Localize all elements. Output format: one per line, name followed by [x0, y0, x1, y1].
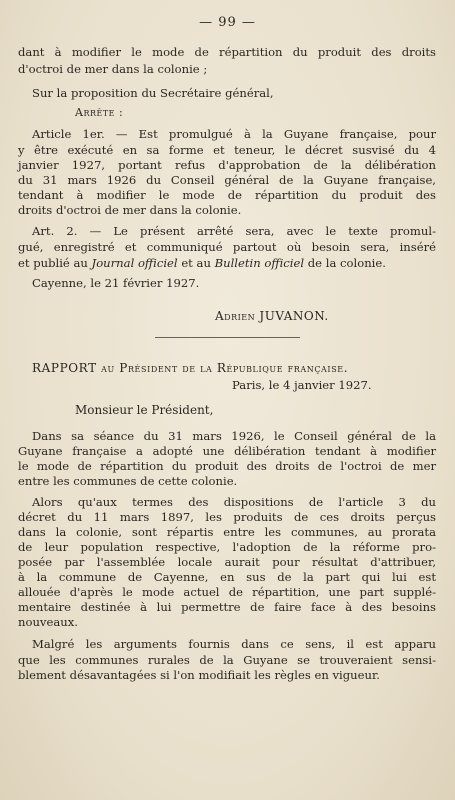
paragraph-line: dans la colonie, sont répartis entre les communes, au prorata [18, 525, 436, 539]
paragraph-line: Dans sa séance du 31 mars 1926, le Conseil général de la [32, 429, 436, 443]
page-number: — 99 — [199, 15, 256, 30]
intro-line-1: dant à modifier le mode de répartition du produit des droits [18, 45, 436, 59]
article-2-line-1: Art. 2. — Le présent arrêté sera, avec le texte promul- [32, 224, 436, 238]
article-1-line: droits d'octroi de mer dans la colonie. [18, 203, 242, 217]
paragraph-line: Malgré les arguments fournis dans ce sens, il est apparu [32, 637, 436, 651]
rapport-title: RAPPORT au Président de la République française. [32, 361, 349, 375]
article-2-line-2: gué, enregistré et communiqué partout où besoin sera, inséré [18, 240, 436, 254]
article-1-line: Article 1er. — Est promulgué à la Guyane française, pour [32, 127, 436, 141]
article-1-line: janvier 1927, portant refus d'approbation de la délibération [18, 158, 436, 172]
paragraph-line: de leur population respective, l'adoption de la réforme pro- [18, 540, 436, 554]
bulletin-officiel-title: Bulletin officiel [214, 256, 305, 270]
intro-line-2: d'octroi de mer dans la colonie ; [18, 62, 208, 76]
paragraph-line: entre les communes de cette colonie. [18, 474, 238, 488]
signature: Adrien JUVANON. [215, 309, 329, 323]
article-2-text: et au [177, 256, 215, 270]
article-2-line-3 [18, 256, 386, 270]
article-1-line: y être exécuté en sa forme et teneur, le décret susvisé du 4 [18, 143, 436, 157]
rapport-dateline: Paris, le 4 janvier 1927. [232, 378, 372, 392]
paragraph-line: Alors qu'aux termes des dispositions de l'article 3 du [32, 495, 436, 509]
salutation: Monsieur le Président, [75, 403, 214, 417]
paragraph-line: à la commune de Cayenne, en sus de la part qui lui est [18, 570, 436, 584]
paragraph-line: décret du 11 mars 1897, les produits de ces droits perçus [18, 510, 436, 524]
paragraph-line: que les communes rurales de la Guyane se trouveraient sensi- [18, 653, 436, 667]
article-2-text: et publié au [18, 256, 92, 270]
arrete-heading: Arrête : [75, 106, 124, 119]
place-date: Cayenne, le 21 février 1927. [32, 276, 200, 290]
paragraph-line: nouveaux. [18, 615, 78, 629]
paragraph-line: mentaire destinée à lui permettre de faire face à des besoins [18, 600, 436, 614]
proposition-line: Sur la proposition du Secrétaire général, [32, 86, 274, 100]
paragraph-line: le mode de répartition du produit des droits de l'octroi de mer [18, 459, 436, 473]
article-1-line: tendant à modifier le mode de répartition du produit des [18, 188, 436, 202]
paragraph-line: Guyane française a adopté une délibération tendant à modifier [18, 444, 436, 458]
article-2-text: de la colonie. [304, 256, 386, 270]
paragraph-line: blement désavantagées si l'on modifiait les règles en vigueur. [18, 668, 380, 682]
paragraph-line: posée par l'assemblée locale aurait pour résultat d'attribuer, [18, 555, 436, 569]
journal-officiel-title: Journal officiel [91, 256, 178, 270]
section-divider [155, 337, 300, 338]
article-1-line: du 31 mars 1926 du Conseil général de la Guyane française, [18, 173, 436, 187]
paragraph-line: allouée d'après le mode actuel de répartition, une part supplé- [18, 585, 436, 599]
